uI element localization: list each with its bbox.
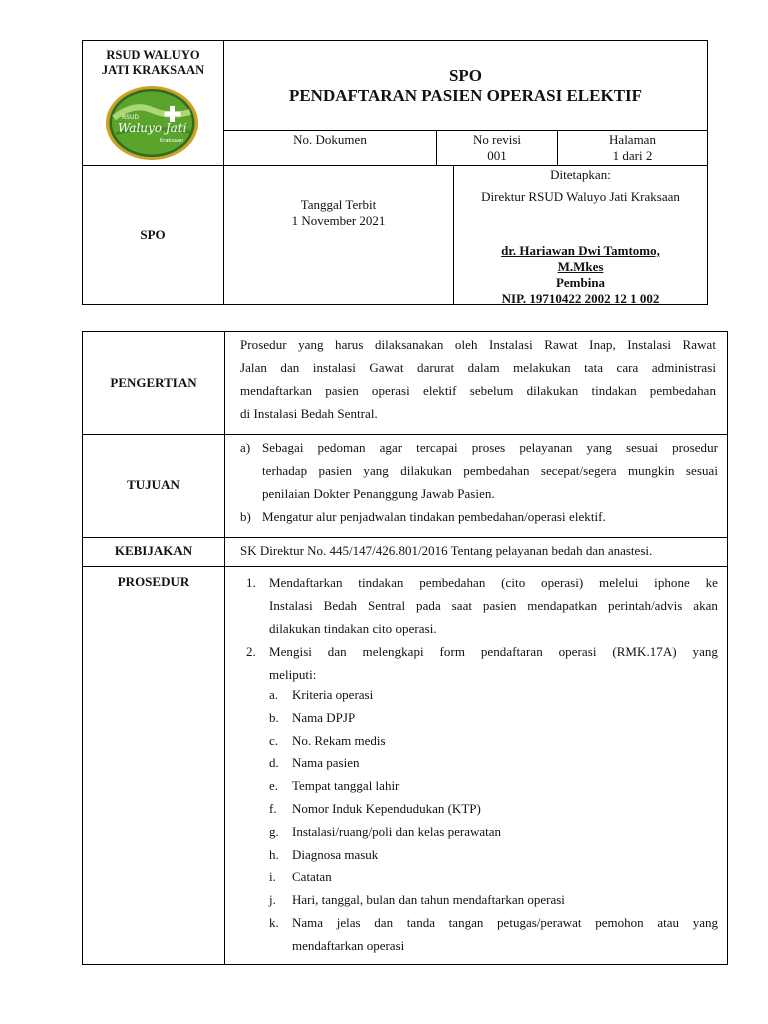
list-marker: e. (269, 778, 279, 794)
subitem-k (269, 912, 718, 958)
tujuan-item-b (240, 505, 718, 528)
approver-block (454, 243, 707, 307)
page-label: Halaman (609, 132, 656, 147)
pengertian-line: di Instalasi Bedah Sentral. (240, 406, 378, 421)
subitem-f (269, 798, 718, 821)
tujuan-line: terhadap pasien yang dilakukan pembedahan secepat/segera mungkin sesuai (262, 463, 718, 478)
subitem-c (269, 730, 718, 753)
tujuan-line: penilaian Dokter Penanggung Jawab Pasien. (262, 486, 495, 501)
issued-value: 1 November 2021 (291, 213, 386, 228)
approved-label: Ditetapkan: (550, 167, 611, 182)
subitem-b (269, 707, 718, 730)
subitem-i (269, 866, 718, 889)
list-marker: d. (269, 755, 279, 771)
section-label-tujuan: TUJUAN (127, 477, 180, 492)
list-marker: k. (269, 914, 279, 930)
list-marker: j. (269, 892, 276, 908)
subitem-e (269, 775, 718, 798)
section-label-pengertian: PENGERTIAN (110, 375, 197, 390)
prosedur-line: Mengisi dan melengkapi form pendaftaran operasi (RMK.17A) yang (269, 644, 718, 659)
prosedur-line: dilakukan tindakan cito operasi. (269, 621, 437, 636)
subitem-a (269, 684, 718, 707)
subitem-text: mendaftarkan operasi (292, 937, 405, 953)
prosedur-step-1 (246, 571, 718, 640)
pengertian-line: Prosedur yang harus dilaksanakan oleh Instalasi Rawat Inap, Instalasi Rawat (240, 337, 716, 352)
approver-title: Direktur RSUD Waluyo Jati Kraksaan (481, 189, 680, 204)
list-marker: a. (269, 687, 279, 702)
issued-label: Tanggal Terbit (300, 197, 377, 212)
subitem-h (269, 844, 718, 867)
list-marker: i. (269, 869, 276, 885)
tujuan-list (240, 436, 718, 528)
subitem-text: Catatan (292, 869, 332, 885)
spo-label: SPO (140, 227, 166, 242)
revision-cell (437, 132, 557, 164)
subitem-text: Hari, tanggal, bulan dan tahun mendaftarkan operasi (292, 892, 565, 908)
revision-value: 001 (487, 148, 507, 163)
prosedur-line: meliputi: (269, 667, 317, 682)
title-line1: SPO (448, 66, 483, 85)
subitem-text: Diagnosa masuk (292, 846, 379, 862)
hospital-name (84, 48, 222, 78)
approver-name-line2: M.Mkes (557, 259, 604, 274)
revision-label: No revisi (472, 132, 522, 147)
hospital-name-line1: RSUD WALUYO (106, 48, 200, 62)
doc-number-label: No. Dokumen (293, 132, 367, 147)
page-value: 1 dari 2 (612, 148, 653, 163)
approver-nip: NIP. 19710422 2002 12 1 002 (501, 291, 660, 306)
logo-text-bottom: Kraksaan (160, 138, 184, 144)
title-line2: PENDAFTARAN PASIEN OPERASI ELEKTIF (288, 86, 643, 105)
list-marker: a) (240, 440, 251, 455)
list-marker: b) (240, 509, 251, 524)
pengertian-line: mendaftarkan pasien operasi elektif sebelum dilakukan tindakan pembedahan (240, 383, 716, 398)
prosedur-subitems (269, 684, 718, 958)
pengertian-text (240, 333, 716, 425)
hospital-logo (104, 84, 200, 162)
tujuan-item-a (240, 436, 718, 505)
tujuan-line: Mengatur alur penjadwalan tindakan pembedahan/operasi elektif. (262, 509, 606, 524)
subitem-text: Tempat tanggal lahir (292, 778, 400, 794)
subitem-text: No. Rekam medis (292, 732, 386, 748)
subitem-text: Nama jelas dan tanda tangan petugas/perawat pemohon atau yang (292, 914, 718, 930)
prosedur-line: Mendaftarkan tindakan pembedahan (cito operasi) melelui iphone ke (269, 575, 718, 590)
issued-date (224, 197, 453, 229)
pengertian-line: Jalan dan instalasi Gawat darurat dalam melakukan tata cara administrasi (240, 360, 716, 375)
list-marker: 2. (246, 644, 256, 659)
prosedur-step-2 (246, 640, 718, 686)
list-marker: 1. (246, 575, 256, 590)
approver-name-line1: dr. Hariawan Dwi Tamtomo, (501, 243, 660, 258)
section-label-kebijakan: KEBIJAKAN (114, 543, 193, 558)
subitem-g (269, 821, 718, 844)
subitem-text: Kriteria operasi (292, 687, 374, 702)
list-marker: g. (269, 823, 279, 839)
logo-text-script: Waluyo Jati (118, 121, 187, 135)
subitem-text: Nomor Induk Kependudukan (KTP) (292, 800, 481, 816)
document-title (224, 66, 707, 106)
page-cell (558, 132, 707, 164)
prosedur-line: Instalasi Bedah Sentral pada saat pasien mendapatkan perintah/advis akan (269, 598, 718, 613)
list-marker: c. (269, 732, 279, 748)
section-label-prosedur: PROSEDUR (117, 574, 190, 589)
kebijakan-text: SK Direktur No. 445/147/426.801/2016 Tentang pelayanan bedah dan anastesi. (240, 543, 653, 558)
subitem-text: Nama DPJP (292, 709, 356, 725)
logo-text-small: RSUD (122, 114, 139, 121)
subitem-text: Instalasi/ruang/poli dan kelas perawatan (292, 823, 502, 839)
subitem-text: Nama pasien (292, 755, 360, 771)
subitem-j (269, 889, 718, 912)
prosedur-steps (246, 571, 718, 686)
approver-rank: Pembina (555, 275, 606, 290)
list-marker: b. (269, 709, 279, 725)
tujuan-line: Sebagai pedoman agar tercapai proses pelayanan yang sesuai prosedur (262, 440, 718, 455)
hospital-name-line2: JATI KRAKSAAN (101, 63, 205, 77)
subitem-d (269, 752, 718, 775)
list-marker: h. (269, 846, 279, 862)
list-marker: f. (269, 800, 277, 816)
